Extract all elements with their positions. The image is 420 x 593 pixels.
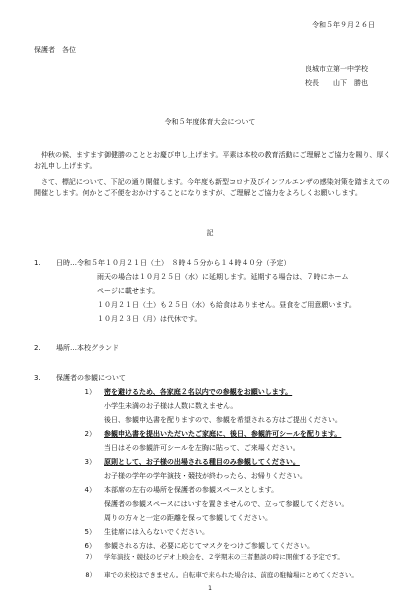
list-item-number: 4） bbox=[84, 486, 96, 494]
section-1-line-4: １０月２１日（土）も２５日（水）も給食はありません。昼食をご用意願います。 bbox=[97, 301, 356, 309]
ki-heading: 記 bbox=[206, 229, 214, 237]
intro-paragraph-1: 仲秋の候、ますます御健勝のこととお慶び申し上げます。平素は本校の教育活動にご理解とご協力を賜り、厚くお礼申し上げます。 bbox=[34, 151, 391, 170]
list-item-sub: 保護者の参観スペースにはいすを置きませんので、立って参観してください。 bbox=[104, 500, 349, 508]
intro-paragraph-2: さて、標記について、下記の通り開催します。今年度も新型コロナ及びインフルエンザの感染対策を踏まえての開催とします。何かとご不便をおかけすることになりますが、ご理解とご協力をよろしくお願いします。 bbox=[34, 178, 390, 197]
list-item-sub: 後日、参観申込書を配りますので、参観を希望される方はご提出ください。 bbox=[104, 416, 342, 424]
section-1-line-3: ページに載せます。 bbox=[97, 287, 160, 295]
list-item bbox=[76, 457, 300, 468]
school-name: 良城市立第一中学校 bbox=[305, 65, 368, 73]
list-item bbox=[76, 485, 278, 496]
section-2 bbox=[34, 343, 119, 354]
section-3-text: 保護者の参観について bbox=[56, 374, 126, 382]
sender-block bbox=[305, 62, 368, 90]
list-item-sub: お子様の学年の学年演技・競技が終わったら、お帰りください。 bbox=[104, 472, 307, 480]
list-item-main: 生徒席には入らないでください。 bbox=[104, 528, 209, 536]
recipient: 保護者 各位 bbox=[34, 46, 76, 54]
section-1-text: 日時…令和５年１０月２１日（土） ８時４５分から１４時４０分（予定） bbox=[56, 259, 291, 267]
document-date: 令和５年９月２６日 bbox=[312, 21, 375, 29]
list-item-number: 3） bbox=[84, 458, 96, 466]
document-title: 令和５年度体育大会について bbox=[164, 118, 256, 126]
section-3-heading bbox=[34, 373, 126, 384]
list-item-number: 2） bbox=[84, 430, 96, 438]
list-item-main: 密を避けるため、各家庭２名以内での参観をお願いします。 bbox=[104, 388, 293, 396]
list-item bbox=[76, 429, 341, 440]
list-item-sub: 当日はその参観許可シールを左胸に貼って、ご来場ください。 bbox=[104, 444, 300, 452]
list-item-number: 8） bbox=[85, 571, 96, 579]
principal-name: 校長 山下 勝也 bbox=[305, 79, 368, 87]
list-item-number: 6） bbox=[84, 542, 96, 550]
section-1-line-1 bbox=[34, 258, 291, 269]
list-item bbox=[76, 527, 209, 538]
list-item bbox=[76, 571, 376, 579]
list-item-main: 参観される方は、必要に応じてマスクをつけご参観してください。 bbox=[104, 542, 314, 550]
section-1-line-2: 雨天の場合は１０月２５日（水）に延期します。延期する場合は、７時にホーム bbox=[97, 273, 349, 281]
list-item bbox=[76, 553, 376, 561]
page-number: 1 bbox=[208, 585, 212, 592]
list-item-number: 1） bbox=[84, 388, 96, 396]
list-item bbox=[76, 541, 314, 552]
list-item-main: 本部席の左右の場所を保護者の参観スペースとします。 bbox=[104, 486, 279, 494]
list-item-main: 原則として、お子様の出場される種目のみ参観してください。 bbox=[104, 458, 300, 466]
list-item-main: 車での来校はできません。自転車で来られた場合は、前庭の駐輪場にとめてください。 bbox=[104, 571, 358, 579]
list-item bbox=[76, 387, 292, 398]
section-3-number: 3. bbox=[34, 374, 41, 382]
list-item-number: 5） bbox=[84, 528, 96, 536]
section-2-number: 2. bbox=[34, 344, 41, 352]
section-1-line-5: １０月２３日（月）は代休です。 bbox=[97, 315, 202, 323]
list-item-main: 参観申込書を提出いただいたご家庭に、後日、参観許可シールを配ります。 bbox=[104, 430, 342, 438]
list-item-sub: 周りの方々と一定の距離を保って参観してください。 bbox=[104, 514, 272, 522]
section-2-text: 場所…本校グランド bbox=[56, 344, 119, 352]
list-item-sub: 小学生未満のお子様は人数に数えません。 bbox=[104, 402, 238, 410]
section-1-number: 1. bbox=[34, 259, 41, 267]
list-item-number: 7） bbox=[85, 553, 96, 561]
list-item-main: 学年演技・競技のビデオ上映会を、２学期末の三者懇談の時に開催する予定です。 bbox=[104, 553, 344, 561]
